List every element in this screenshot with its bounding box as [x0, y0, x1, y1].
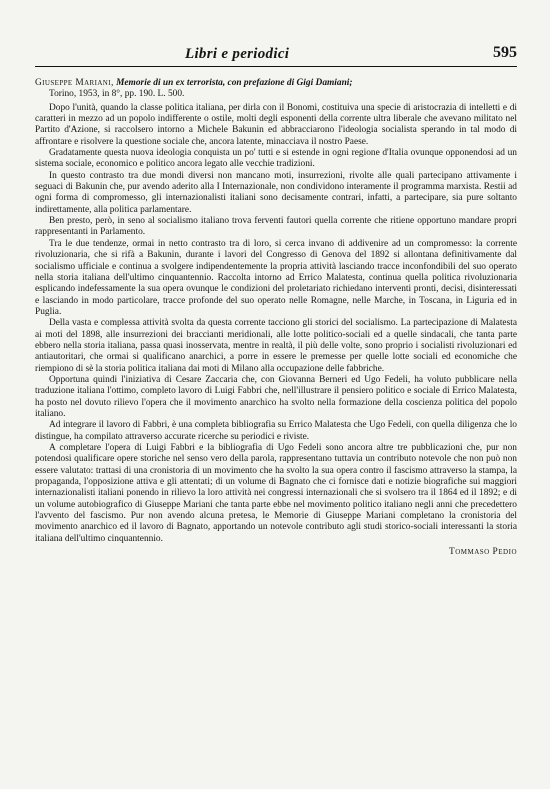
- paragraph: A completare l'opera di Luigi Fabbri e la bibliografia di Ugo Fedeli sono ancora altre tre pubblicazioni che, pur non potendosi qualificare opere storiche nel senso vero della parola, rappresentano tuttavia un contributo notevole che non può non essere valutato: trattasi di una cronistoria di un movimento che ha svolto la sua opera contro il fascismo attraverso la stampa, la propaganda, l'opposizione attiva e gli attentati; di un volume di Bagnato che ci fornisce dati e notizie biografiche sui maggiori internazionalisti italiani ponendo in rilievo la loro attività nei congressi internazionali che si svolsero tra il 1864 ed il 1892; e di un volume autobiografico di Giuseppe Mariani che tanta parte ebbe nel movimento politico italiano negli anni che precedettero l'avvento del fascismo. Pur non avendo alcuna pretesa, le Memorie di Giuseppe Mariani completano la cronistoria del movimento anarchico ed il lavoro di Bagnato, apportando un notevole contributo agli studi storico-sociali interessanti la storia italiana dell'ultimo cinquantennio.: [35, 443, 517, 544]
- citation-author: Giuseppe Mariani,: [35, 78, 114, 88]
- paragraph: Ben presto, però, in seno al socialismo italiano trova ferventi fautori quella corrente che ritiene opportuno mandare propri rappresentanti in Parlamento.: [35, 216, 517, 238]
- paragraph: Opportuna quindi l'iniziativa di Cesare Zaccaria che, con Giovanna Berneri ed Ugo Fedeli, ha voluto pubblicare nella traduzione italiana l'ottimo, completo lavoro di Luigi Fabbri che, nell'illustrare il pensiero politico e sociale di Errico Malatesta, ha posto nel dovuto rilievo l'opera che il movimento anarchico ha svolto nella formazione della coscienza politica del popolo italiano.: [35, 374, 517, 419]
- header-rule: [35, 66, 517, 67]
- book-citation: [35, 78, 517, 101]
- running-title: Libri e periodici: [185, 46, 290, 62]
- page-header: [35, 42, 517, 72]
- paragraph: Tra le due tendenze, ormai in netto contrasto tra di loro, si cerca invano di addivenire ad un compromesso: la corrente rivoluzionaria, che si rifà a Bakunin, durante i lavori del Congresso di Genova del 1892 si allontana definitivamente dal socialismo ufficiale e continua a svolgere indipendentemente la propria attività lasciando tracce inconfondibili del suo operato nella storia italiana dell'ultimo cinquantennio. Raccolta intorno ad Errico Malatesta, continua quella politica rivoluzionaria esplicando indefessamente la sua opera ovunque le condizioni del proletariato richiedano interventi pronti, decisi, disinteressati e lasciando in modo particolare, tracce profonde del suo operato nelle Romagne, nelle Marche, in Toscana, in Liguria ed in Puglia.: [35, 238, 517, 317]
- citation-book-title: Memorie di un ex terrorista, con prefazione di Gigi Damiani;: [116, 78, 353, 88]
- citation-details: Torino, 1953, in 8°, pp. 190. L. 500.: [49, 89, 185, 100]
- paragraph: Dopo l'unità, quando la classe politica italiana, per dirla con il Bonomi, costituiva una specie di aristocrazia di intelletti e di caratteri in mezzo ad un popolo indifferente o ostile, molti degli esponenti della corrente ultra liberale che avevano militato nel Partito d'Azione, si raccolsero intorno a Michele Bakunin ed abbracciarono l'ideologia socialista sperando in tal modo di affrontare e risolvere la questione sociale che, ancora latente, minacciava il nostro Paese.: [35, 102, 517, 147]
- reviewer-signature: Tommaso Pedio: [448, 547, 517, 558]
- paragraph: In questo contrasto tra due mondi diversi non mancano moti, insurrezioni, rivolte alle quali partecipano attivamente i seguaci di Bakunin che, pur avendo aderito alla I Internazionale, non condividono interamente il programma marxista. Restii ad ogni forma di compromesso, gli internazionalisti italiani sono decisamente contrari, infatti, a partecipare, sia pure soltanto indirettamente, alla politica parlamentare.: [35, 170, 517, 215]
- paragraph: Della vasta e complessa attività svolta da questa corrente tacciono gli storici del socialismo. La partecipazione di Malatesta ai moti del 1898, alle insurrezioni dei braccianti meridionali, alle lotte politico-sociali ed a quelle sindacali, che tanta parte ebbero nella storia italiana, passa quasi inosservata, mentre in realtà, il più delle volte, sono proprio i socialisti rivoluzionari ed antiautoritari, che ormai si qualificano anarchici, a porre in essere le premesse per quelle lotte sociali ed economiche che riempiono di sè la storia politica italiana dai moti di Milano alla occupazione delle fabbriche.: [35, 318, 517, 374]
- paragraph: Ad integrare il lavoro di Fabbri, è una completa bibliografia su Errico Malatesta che Ugo Fedeli, con quella diligenza che lo distingue, ha compilato attraverso accurate ricerche su periodici e riviste.: [35, 420, 517, 442]
- paragraph: Gradatamente questa nuova ideologia conquista un po' tutti e si estende in ogni regione d'Italia ovunque opponendosi ad un sistema sociale, economico e politico ancora legato alle vecchie tradizioni.: [35, 148, 517, 170]
- review-body: [35, 78, 517, 558]
- page-number: 595: [493, 44, 517, 61]
